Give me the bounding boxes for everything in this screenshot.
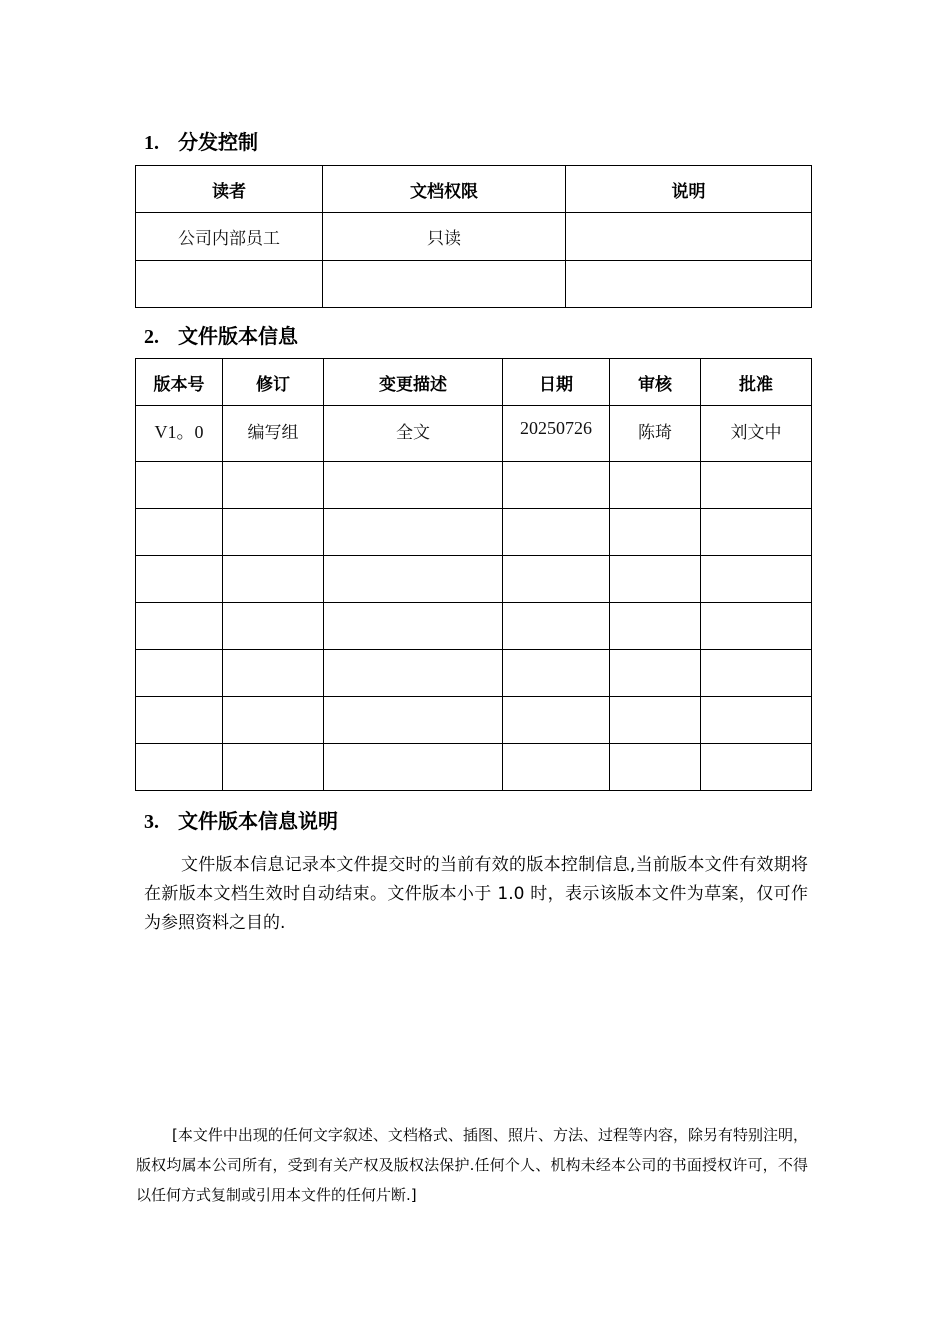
section-2-title: 文件版本信息 (178, 324, 298, 348)
table-cell (503, 462, 610, 509)
table-row (136, 650, 812, 697)
section-1-title: 分发控制 (178, 130, 258, 154)
table-header-row (136, 166, 812, 213)
table-row (136, 261, 812, 308)
table-cell (136, 744, 223, 791)
table-row (136, 213, 812, 261)
table-cell (503, 744, 610, 791)
table-cell (701, 744, 812, 791)
table-cell (566, 261, 812, 308)
table-cell (136, 556, 223, 603)
table-cell (610, 744, 701, 791)
table-row (136, 462, 812, 509)
table-cell (701, 509, 812, 556)
table-cell (610, 509, 701, 556)
table-row (136, 509, 812, 556)
header-remark: 说明 (566, 166, 812, 213)
table-cell (223, 509, 324, 556)
table-cell (136, 462, 223, 509)
table-cell (324, 462, 503, 509)
table-row (136, 556, 812, 603)
table-cell (324, 509, 503, 556)
table-cell (324, 603, 503, 650)
cell-review: 陈琦 (610, 406, 701, 462)
table-cell (610, 462, 701, 509)
table-row (136, 744, 812, 791)
table-cell (701, 556, 812, 603)
table-cell (701, 697, 812, 744)
header-review: 审核 (610, 359, 701, 406)
header-change-description: 变更描述 (324, 359, 503, 406)
header-date: 日期 (503, 359, 610, 406)
table-cell (223, 603, 324, 650)
header-reader: 读者 (136, 166, 323, 213)
header-permission: 文档权限 (323, 166, 566, 213)
table-cell (503, 650, 610, 697)
table-cell (136, 509, 223, 556)
section-2-heading (144, 320, 298, 349)
table-row (136, 603, 812, 650)
table-cell (324, 556, 503, 603)
section-1-heading (144, 126, 258, 155)
table-cell (701, 603, 812, 650)
cell-version: V1。0 (136, 406, 223, 462)
cell-approve: 刘文中 (701, 406, 812, 462)
copyright-notice: [本文件中出现的任何文字叙述、文档格式、插图、照片、方法、过程等内容，除另有特别注明，版权均属本公司所有，受到有关产权及版权法保护.任何个人、机构未经本公司的书面授权许可，不得以任何方式复制或引用本文件的任何片断.] (136, 1126, 808, 1204)
table-row (136, 406, 812, 462)
table-cell (223, 744, 324, 791)
cell-revision: 编写组 (223, 406, 324, 462)
version-info-explanation: 文件版本信息记录本文件提交时的当前有效的版本控制信息,当前版本文件有效期将在新版本文档生效时自动结束。文件版本小于 1.0 时，表示该版本文件为草案，仅可作为参照资料之目的. (144, 855, 808, 933)
table-cell (610, 556, 701, 603)
table-cell (136, 697, 223, 744)
table-cell (610, 603, 701, 650)
table-cell (503, 603, 610, 650)
section-2-number: 2. (144, 326, 159, 348)
table-cell (136, 603, 223, 650)
section-3-heading (144, 805, 338, 834)
section-3-title: 文件版本信息说明 (178, 809, 338, 833)
section-3-number: 3. (144, 811, 159, 833)
table-header-row (136, 359, 812, 406)
table-cell (566, 213, 812, 261)
table-cell (136, 650, 223, 697)
version-info-table (135, 358, 812, 791)
table-cell (324, 650, 503, 697)
distribution-control-table (135, 165, 812, 308)
cell-change-description: 全文 (324, 406, 503, 462)
table-cell (324, 697, 503, 744)
table-cell (223, 462, 324, 509)
table-cell (503, 556, 610, 603)
table-cell (223, 697, 324, 744)
table-cell (323, 261, 566, 308)
table-cell (324, 744, 503, 791)
cell-date: 20250726 (503, 406, 610, 462)
table-cell: 只读 (323, 213, 566, 261)
table-cell (223, 650, 324, 697)
section-1-number: 1. (144, 132, 159, 154)
table-cell (223, 556, 324, 603)
header-revision: 修订 (223, 359, 324, 406)
header-version: 版本号 (136, 359, 223, 406)
table-cell (610, 697, 701, 744)
table-cell (701, 462, 812, 509)
table-row (136, 697, 812, 744)
table-cell (701, 650, 812, 697)
table-cell (610, 650, 701, 697)
header-approve: 批准 (701, 359, 812, 406)
table-cell (503, 509, 610, 556)
table-cell (503, 697, 610, 744)
table-cell: 公司内部员工 (136, 213, 323, 261)
table-cell (136, 261, 323, 308)
